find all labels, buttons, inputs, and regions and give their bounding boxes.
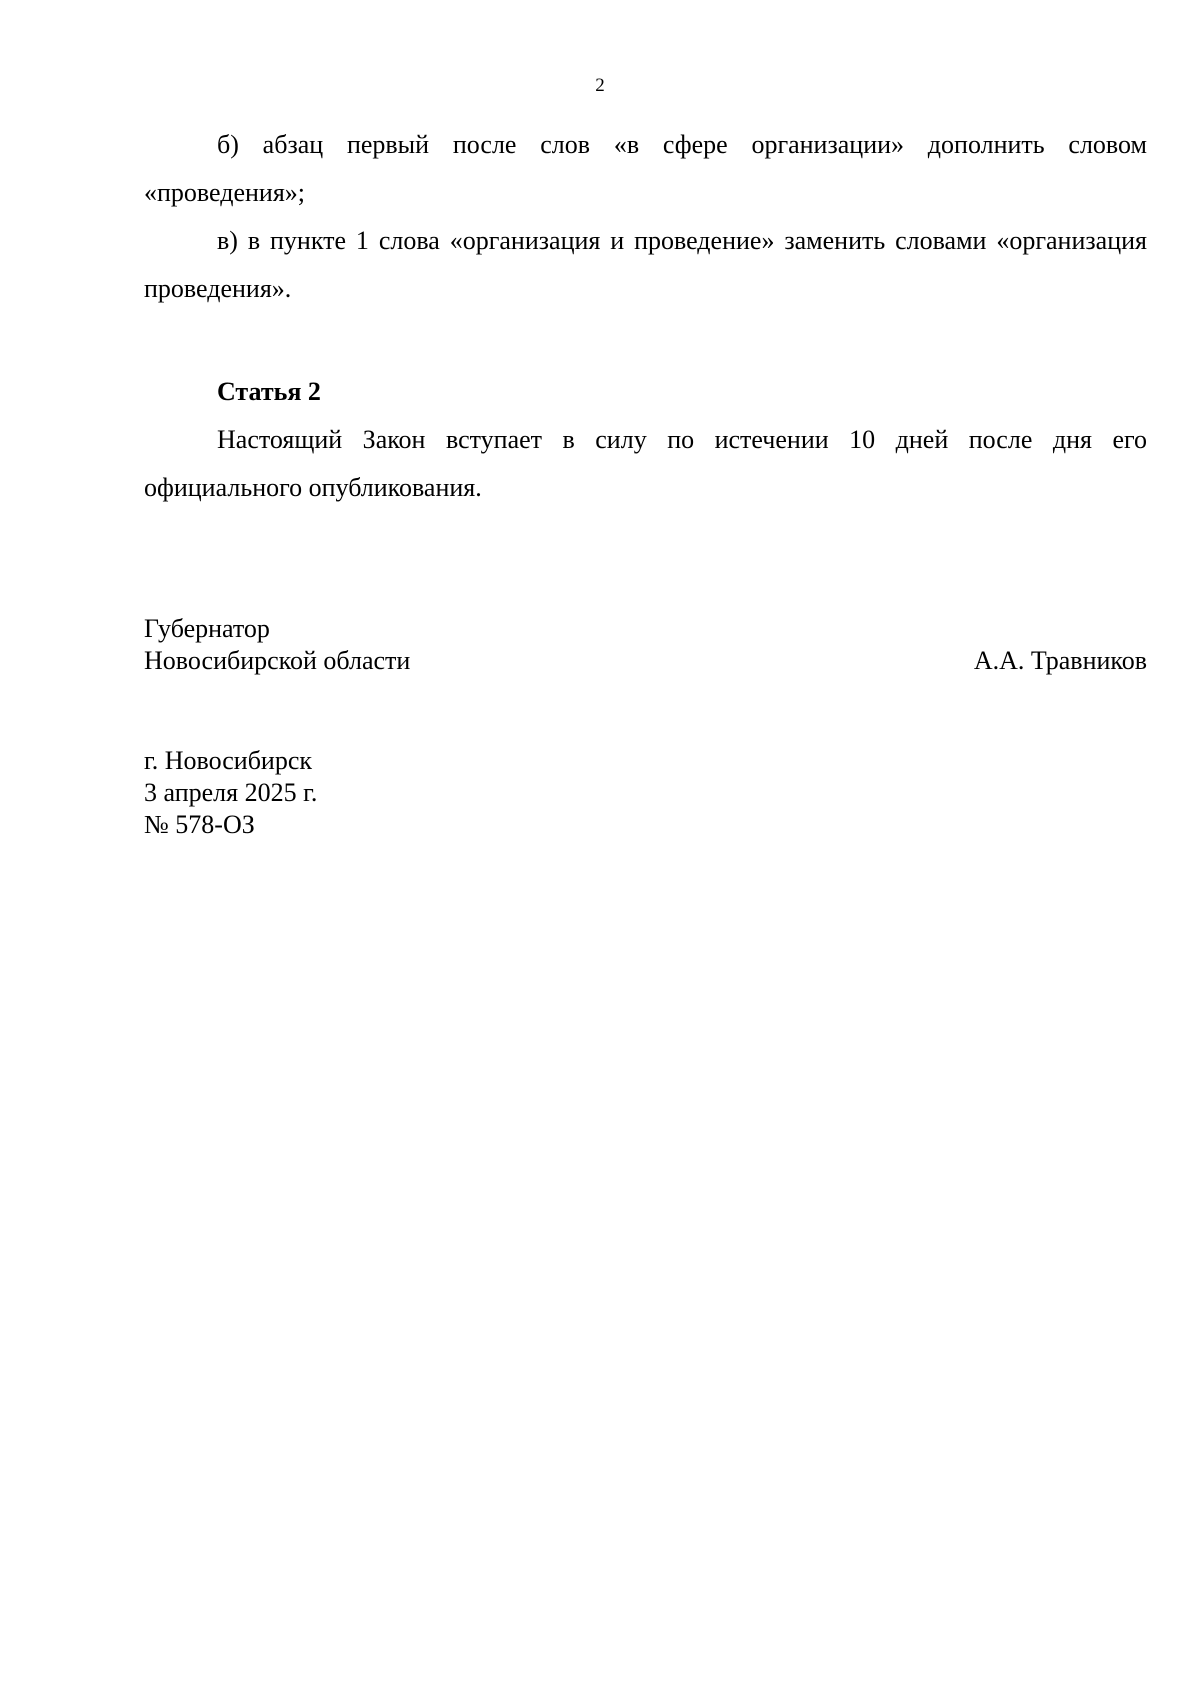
- article-2-heading: Статья 2: [217, 377, 321, 406]
- signature-line: [144, 645, 1147, 677]
- amendment-paragraph-v: в) в пункте 1 слова «организация и проведение» заменить словами «организация проведения».: [144, 226, 1147, 303]
- amendments-block: [144, 121, 1147, 313]
- amendment-paragraph-b: б) абзац первый после слов «в сфере организации» дополнить словом «проведения»;: [144, 130, 1147, 207]
- signatory-name: А.А. Травников: [973, 646, 1147, 675]
- signatory-title-line1: Губернатор: [144, 614, 270, 643]
- place-date-block: [144, 745, 317, 841]
- article-2-text: Настоящий Закон вступает в силу по истечении 10 дней после дня его официального опубликования.: [144, 425, 1147, 502]
- signing-city: г. Новосибирск: [144, 746, 313, 775]
- page-number: 2: [595, 75, 605, 96]
- law-number: № 578-ОЗ: [144, 810, 255, 839]
- signing-date: 3 апреля 2025 г.: [144, 778, 318, 807]
- signature-block: [144, 613, 1147, 677]
- signatory-title-line2: Новосибирской области: [144, 646, 411, 675]
- article-2-block-heading: [144, 368, 1147, 416]
- article-2-block: [144, 416, 1147, 512]
